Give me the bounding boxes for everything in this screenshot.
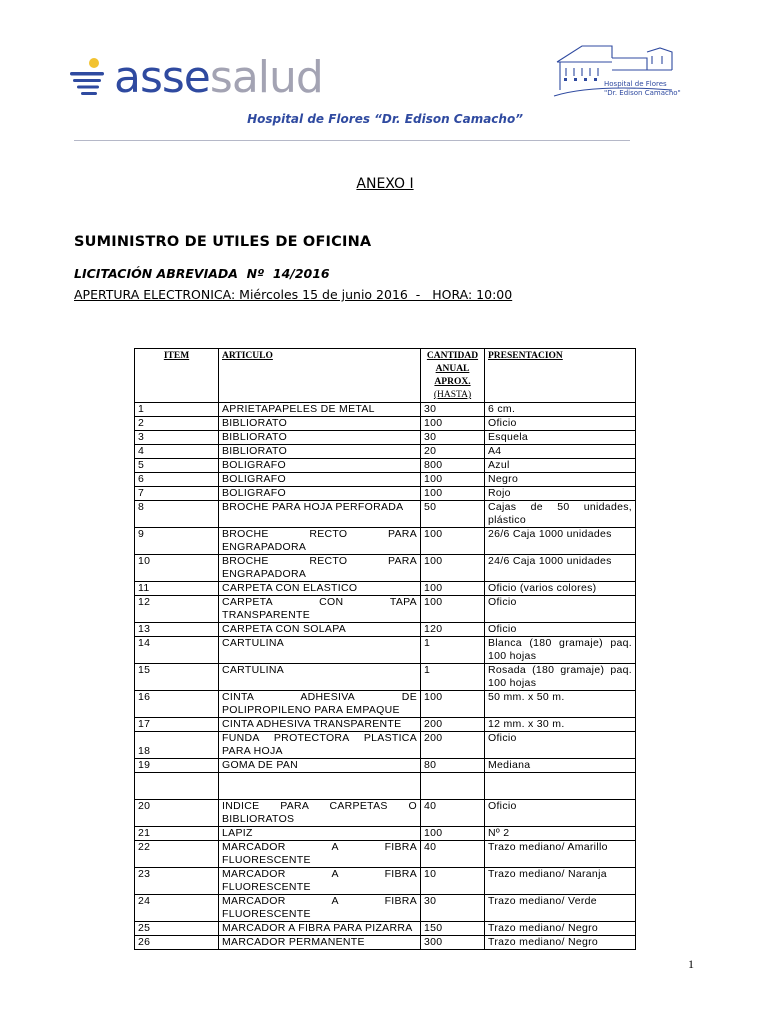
table-row — [135, 637, 636, 664]
cell-cantidad — [421, 773, 485, 800]
cell-cantidad: 20 — [421, 445, 485, 459]
cell-cantidad: 100 — [421, 596, 485, 623]
cell-presentacion: A4 — [485, 445, 636, 459]
cell-articulo: APRIETAPAPELES DE METAL — [219, 403, 421, 417]
cell-cantidad: 30 — [421, 403, 485, 417]
cell-articulo: LAPIZ — [219, 827, 421, 841]
cell-item: 9 — [135, 528, 219, 555]
cell-presentacion: Oficio — [485, 732, 636, 759]
cell-cantidad: 80 — [421, 759, 485, 773]
cell-presentacion: Esquela — [485, 431, 636, 445]
cell-cantidad: 100 — [421, 827, 485, 841]
cell-articulo: GOMA DE PAN — [219, 759, 421, 773]
header-hasta: (HASTA) — [433, 390, 472, 400]
table-row — [135, 473, 636, 487]
cell-articulo: CARTULINA — [219, 637, 421, 664]
cell-articulo: BOLIGRAFO — [219, 459, 421, 473]
table-row — [135, 841, 636, 868]
table-row — [135, 895, 636, 922]
cell-cantidad: 40 — [421, 841, 485, 868]
cell-cantidad: 10 — [421, 868, 485, 895]
cell-articulo: BROCHE PARA HOJA PERFORADA — [219, 501, 421, 528]
cell-presentacion: Trazo mediano/ Negro — [485, 936, 636, 950]
cell-item: 7 — [135, 487, 219, 501]
table-row — [135, 417, 636, 431]
asse-salud-logo — [70, 52, 340, 106]
cell-item: 18 — [135, 732, 219, 759]
cell-cantidad: 40 — [421, 800, 485, 827]
cell-item: 17 — [135, 718, 219, 732]
cell-presentacion: Rosada (180 gramaje) paq. 100 hojas — [485, 664, 636, 691]
table-row — [135, 555, 636, 582]
table-row — [135, 459, 636, 473]
cell-articulo: CINTA ADHESIVA DE POLIPROPILENO PARA EMPAQUE — [219, 691, 421, 718]
cell-presentacion — [485, 773, 636, 800]
cell-item: 4 — [135, 445, 219, 459]
page-number: 1 — [688, 957, 694, 971]
cell-articulo: CARTULINA — [219, 664, 421, 691]
cell-presentacion: 26/6 Caja 1000 unidades — [485, 528, 636, 555]
cell-presentacion: Trazo mediano/ Amarillo — [485, 841, 636, 868]
header-articulo: ARTICULO — [219, 349, 421, 403]
table-row — [135, 582, 636, 596]
table-row — [135, 759, 636, 773]
cell-cantidad: 50 — [421, 501, 485, 528]
apertura-line: APERTURA ELECTRONICA: Miércoles 15 de junio 2016 - HORA: 10:00 — [74, 287, 513, 302]
cell-item: 24 — [135, 895, 219, 922]
cell-cantidad: 100 — [421, 582, 485, 596]
cell-presentacion: Trazo mediano/ Naranja — [485, 868, 636, 895]
annex-title: ANEXO I — [356, 176, 414, 192]
licitacion-line: LICITACIÓN ABREVIADA Nº 14/2016 — [74, 266, 330, 281]
cell-cantidad: 200 — [421, 718, 485, 732]
cell-presentacion: Trazo mediano/ Verde — [485, 895, 636, 922]
table-row — [135, 732, 636, 759]
asse-salud-wordmark — [114, 50, 323, 106]
hospital-logo-caption: Hospital de Flores "Dr. Edison Camacho" — [604, 80, 681, 97]
table-row — [135, 487, 636, 501]
cell-item: 25 — [135, 922, 219, 936]
header-divider — [74, 140, 630, 141]
cell-cantidad: 200 — [421, 732, 485, 759]
cell-presentacion: Negro — [485, 473, 636, 487]
cell-cantidad: 100 — [421, 555, 485, 582]
table-row — [135, 922, 636, 936]
table-row — [135, 773, 636, 800]
cell-cantidad: 100 — [421, 487, 485, 501]
cell-cantidad: 30 — [421, 895, 485, 922]
table-row — [135, 868, 636, 895]
cell-presentacion: Rojo — [485, 487, 636, 501]
cell-item: 6 — [135, 473, 219, 487]
table-row — [135, 936, 636, 950]
cell-presentacion: Mediana — [485, 759, 636, 773]
cell-item: 13 — [135, 623, 219, 637]
cell-presentacion: Oficio — [485, 623, 636, 637]
hospital-name: Hospital de Flores “Dr. Edison Camacho” — [247, 112, 523, 126]
cell-articulo: BROCHE RECTO PARA ENGRAPADORA — [219, 528, 421, 555]
cell-presentacion: 6 cm. — [485, 403, 636, 417]
cell-articulo: MARCADOR PERMANENTE — [219, 936, 421, 950]
cell-cantidad: 120 — [421, 623, 485, 637]
cell-cantidad: 30 — [421, 431, 485, 445]
cell-presentacion: Nº 2 — [485, 827, 636, 841]
salud-word: salud — [209, 52, 323, 103]
cell-item: 8 — [135, 501, 219, 528]
cell-articulo: MARCADOR A FIBRA FLUORESCENTE — [219, 868, 421, 895]
cell-presentacion: Cajas de 50 unidades, plástico — [485, 501, 636, 528]
table-row — [135, 528, 636, 555]
cell-articulo: FUNDA PROTECTORA PLASTICA PARA HOJA — [219, 732, 421, 759]
table-row — [135, 501, 636, 528]
cell-item: 23 — [135, 868, 219, 895]
cell-articulo: MARCADOR A FIBRA PARA PIZARRA — [219, 922, 421, 936]
cell-cantidad: 100 — [421, 417, 485, 431]
table-row — [135, 827, 636, 841]
cell-articulo: BOLIGRAFO — [219, 473, 421, 487]
cell-presentacion: 24/6 Caja 1000 unidades — [485, 555, 636, 582]
cell-cantidad: 100 — [421, 691, 485, 718]
cell-item: 21 — [135, 827, 219, 841]
cell-articulo: CARPETA CON TAPA TRANSPARENTE — [219, 596, 421, 623]
table-row — [135, 691, 636, 718]
cell-cantidad: 1 — [421, 637, 485, 664]
cell-articulo: MARCADOR A FIBRA FLUORESCENTE — [219, 841, 421, 868]
cell-item: 10 — [135, 555, 219, 582]
cell-item: 11 — [135, 582, 219, 596]
cell-cantidad: 1 — [421, 664, 485, 691]
cell-item: 16 — [135, 691, 219, 718]
cell-item: 20 — [135, 800, 219, 827]
cell-item: 3 — [135, 431, 219, 445]
cell-item: 2 — [135, 417, 219, 431]
cell-articulo: MARCADOR A FIBRA FLUORESCENTE — [219, 895, 421, 922]
cell-cantidad: 800 — [421, 459, 485, 473]
cell-articulo: INDICE PARA CARPETAS O BIBLIORATOS — [219, 800, 421, 827]
document-title: SUMINISTRO DE UTILES DE OFICINA — [74, 234, 372, 250]
cell-cantidad: 150 — [421, 922, 485, 936]
table-row — [135, 800, 636, 827]
table-row — [135, 718, 636, 732]
cell-articulo: BIBLIORATO — [219, 431, 421, 445]
cell-cantidad: 100 — [421, 528, 485, 555]
cell-item: 26 — [135, 936, 219, 950]
cell-presentacion: Blanca (180 gramaje) paq. 100 hojas — [485, 637, 636, 664]
table-row — [135, 623, 636, 637]
table-row — [135, 664, 636, 691]
sun-logo-icon — [70, 58, 104, 102]
cell-item: 5 — [135, 459, 219, 473]
cell-cantidad: 300 — [421, 936, 485, 950]
cell-articulo: BOLIGRAFO — [219, 487, 421, 501]
header-item: ITEM — [135, 349, 219, 403]
cell-item: 19 — [135, 759, 219, 773]
header-cantidad — [421, 349, 485, 403]
cell-articulo: BROCHE RECTO PARA ENGRAPADORA — [219, 555, 421, 582]
table-row — [135, 445, 636, 459]
cell-articulo — [219, 773, 421, 800]
header-cantidad-label: CANTIDAD ANUAL APROX. — [426, 351, 479, 387]
cell-articulo: CINTA ADHESIVA TRANSPARENTE — [219, 718, 421, 732]
header-presentacion: PRESENTACION — [485, 349, 636, 403]
cell-presentacion: Oficio — [485, 417, 636, 431]
cell-item: 12 — [135, 596, 219, 623]
cell-cantidad: 100 — [421, 473, 485, 487]
cell-presentacion: 12 mm. x 30 m. — [485, 718, 636, 732]
items-table — [134, 348, 636, 950]
cell-presentacion: Trazo mediano/ Negro — [485, 922, 636, 936]
cell-item: 15 — [135, 664, 219, 691]
cell-articulo: CARPETA CON SOLAPA — [219, 623, 421, 637]
table-row — [135, 403, 636, 417]
cell-articulo: CARPETA CON ELASTICO — [219, 582, 421, 596]
cell-presentacion: Oficio — [485, 800, 636, 827]
table-row — [135, 596, 636, 623]
cell-presentacion: Oficio (varios colores) — [485, 582, 636, 596]
asse-word: asse — [114, 52, 210, 103]
cell-presentacion: Oficio — [485, 596, 636, 623]
table-header-row — [135, 349, 636, 403]
table-row — [135, 431, 636, 445]
cell-item: 22 — [135, 841, 219, 868]
cell-presentacion: 50 mm. x 50 m. — [485, 691, 636, 718]
cell-item — [135, 773, 219, 800]
cell-articulo: BIBLIORATO — [219, 445, 421, 459]
cell-articulo: BIBLIORATO — [219, 417, 421, 431]
cell-item: 1 — [135, 403, 219, 417]
cell-presentacion: Azul — [485, 459, 636, 473]
cell-item: 14 — [135, 637, 219, 664]
